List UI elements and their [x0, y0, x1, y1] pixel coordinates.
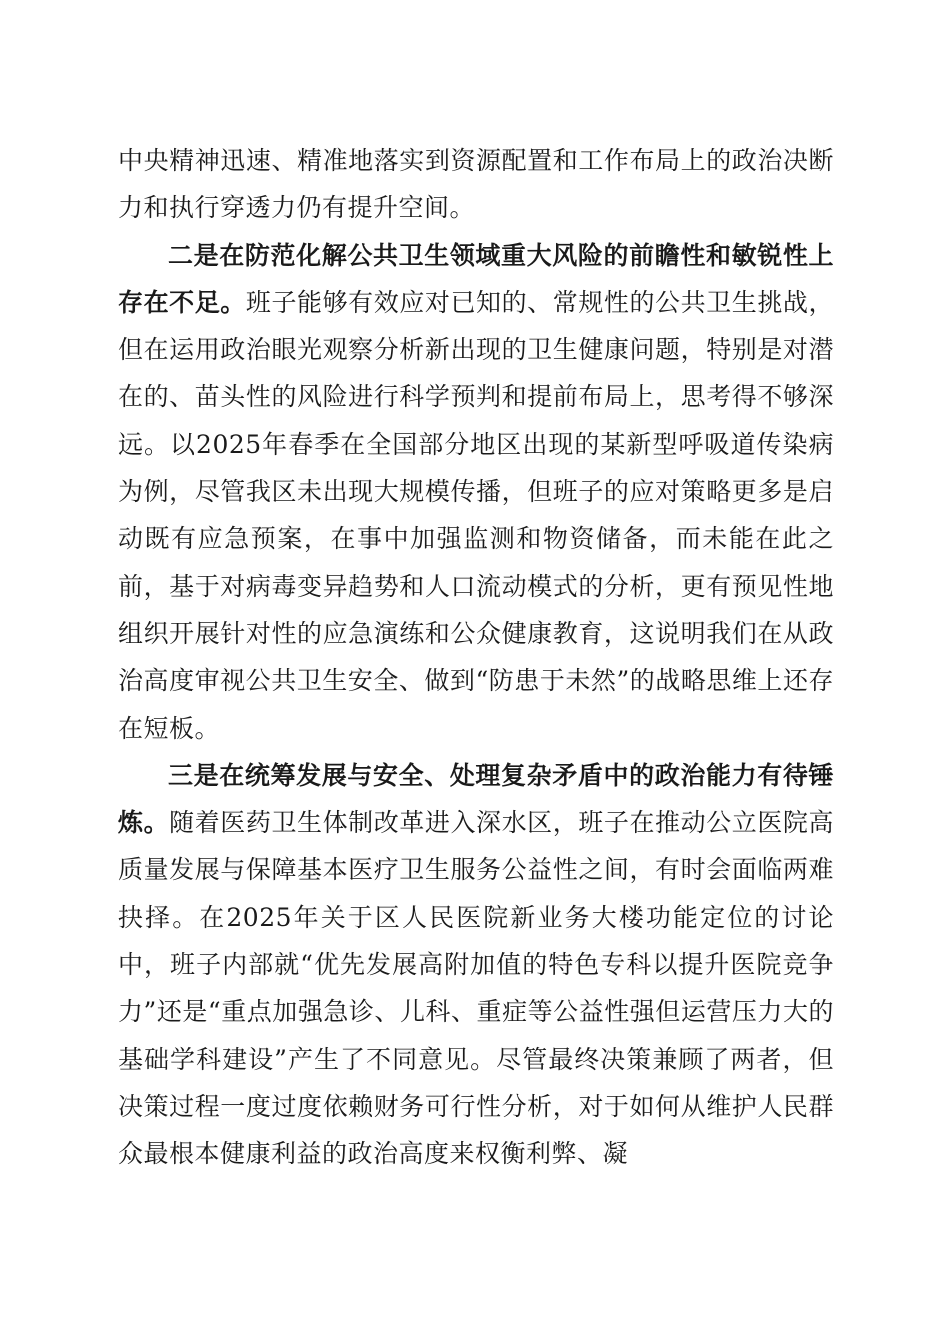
paragraph-point-two: [118, 232, 834, 752]
document-body: [118, 137, 834, 1178]
paragraph-3-heading: 三是在统筹发展与安全、处理复杂矛盾中的政治能力有待锤炼。: [118, 760, 834, 838]
paragraph-point-three: [118, 752, 834, 1178]
paragraph-2-heading: 二是在防范化解公共卫生领域重大风险的前瞻性和敏锐性上存在不足。: [118, 240, 834, 317]
paragraph-continuation: [118, 137, 834, 232]
paragraph-3-text: 随着医药卫生体制改革进入深水区，班子在推动公立医院高质量发展与保障基本医疗卫生服务公益性之间，有时会面临两难抉择。在2025年关于区人民医院新业务大楼功能定位的讨论中，班子内部就“优先发展高附加值的特色专科以提升医院竞争力”还是“重点加强急诊、儿科、重症等公益性强但运营压力大的基础学科建设”产生了不同意见。尽管最终决策兼顾了两者，但决策过程一度过度依赖财务可行性分析，对于如何从维护人民群众最根本健康利益的政治高度来权衡利弊、凝: [118, 808, 834, 1169]
paragraph-1-text: 中央精神迅速、精准地落实到资源配置和工作布局上的政治决断力和执行穿透力仍有提升空间。: [118, 146, 834, 223]
paragraph-2-text: 班子能够有效应对已知的、常规性的公共卫生挑战，但在运用政治眼光观察分析新出现的卫生健康问题，特别是对潜在的、苗头性的风险进行科学预判和提前布局上，思考得不够深远。以2025年春季在全国部分地区出现的某新型呼吸道传染病为例，尽管我区未出现大规模传播，但班子的应对策略更多是启动既有应急预案，在事中加强监测和物资储备，而未能在此之前，基于对病毒变异趋势和人口流动模式的分析，更有预见性地组织开展针对性的应急演练和公众健康教育，这说明我们在从政治高度审视公共卫生安全、做到“防患于未然”的战略思维上还存在短板。: [118, 287, 834, 743]
